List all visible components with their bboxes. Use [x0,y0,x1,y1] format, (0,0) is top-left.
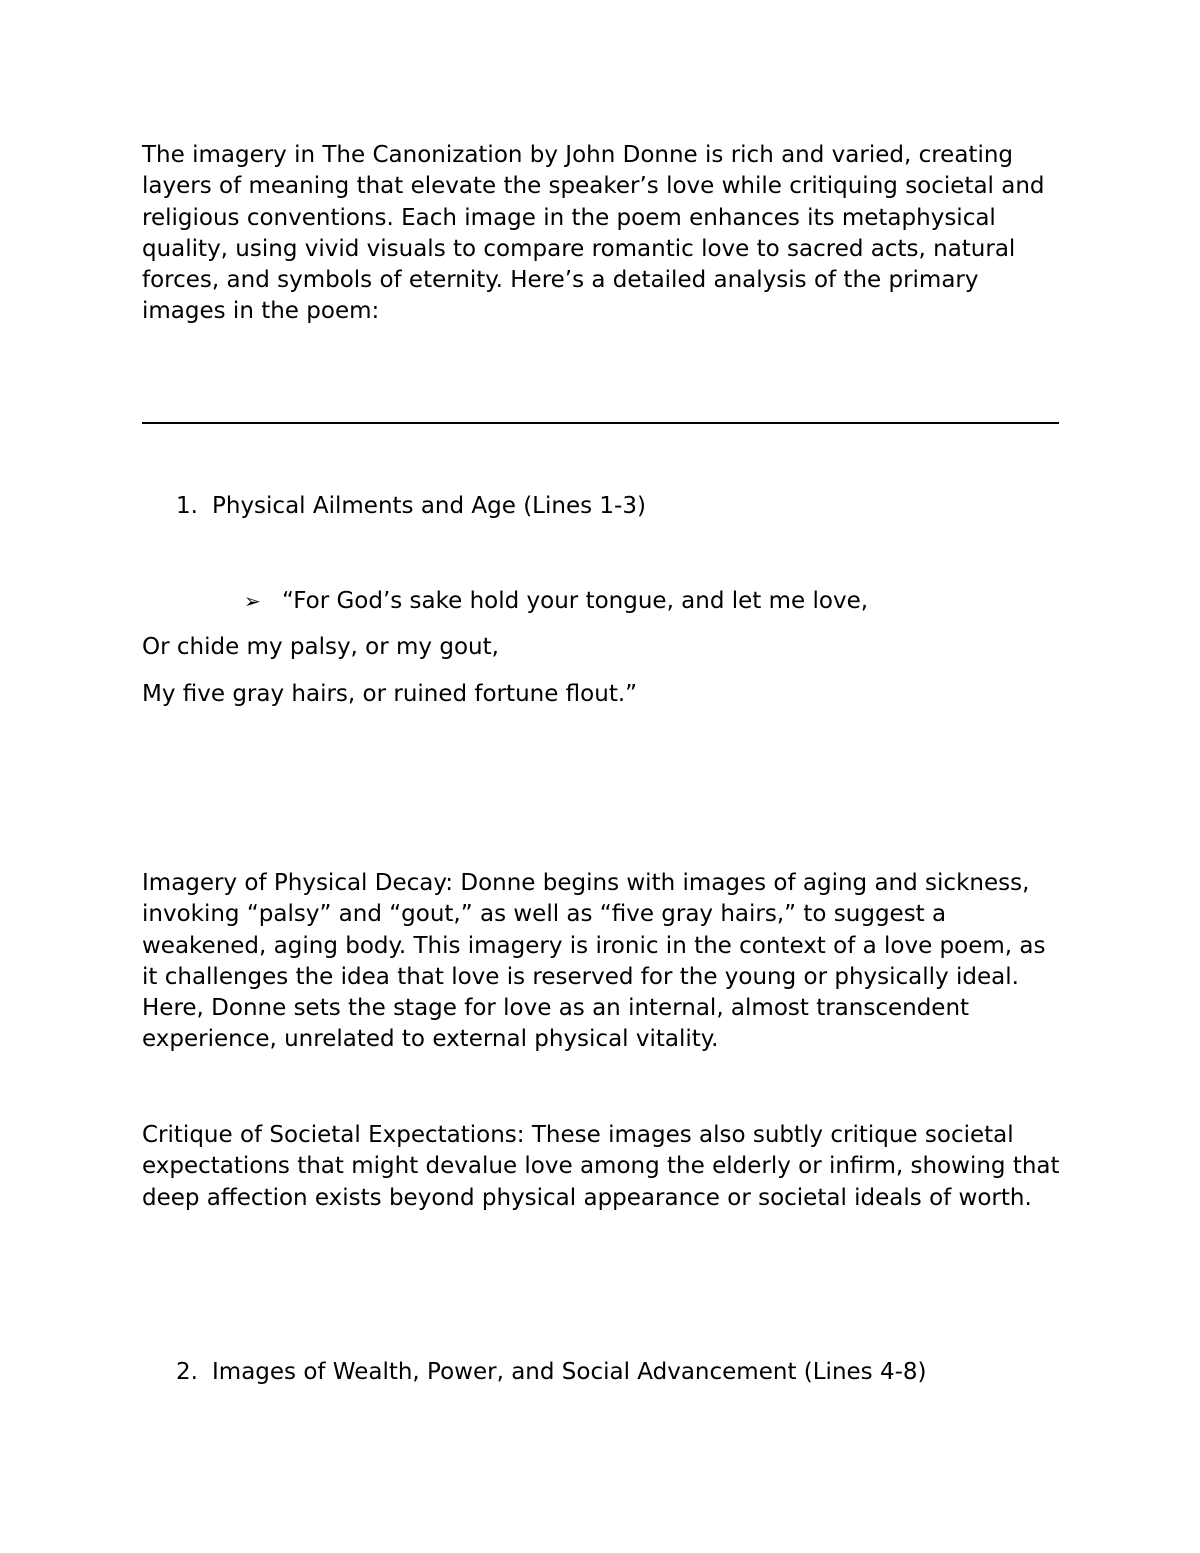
section-title-1: Physical Ailments and Age (Lines 1-3) [212,493,646,519]
section-title-2: Images of Wealth, Power, and Social Advancement (Lines 4-8) [212,1359,927,1385]
intro-paragraph: The imagery in The Canonization by John Donne is rich and varied, creating layers of meaning that elevate the speaker’s love while critiquing societal and religious conventions. Each image in the poem enhances its metaphysical quality, using vivid visuals to compare romantic love to sacred acts, natural forces, and symbols of eternity. Here’s a detailed analysis of the primary images in the poem: [142,142,1045,325]
quote-text-1: “For God’s sake hold your tongue, and let me love, [282,588,869,614]
quote-line-1 [244,586,868,617]
physical-decay-paragraph: Imagery of Physical Decay: Donne begins with images of aging and sickness, invoking “palsy” and “gout,” as well as “five gray hairs,” to suggest a weakened, aging body. This imagery is ironic in the context of a love poem, as it challenges the idea that love is reserved for the young or physically ideal. Here, Donne sets the stage for love as an internal, almost transcendent experience, unrelated to external physical vitality. [142,870,1046,1053]
horizontal-divider [142,422,1059,424]
section-heading-2 [176,1357,927,1388]
arrow-bullet-icon: ➢ [244,589,261,613]
section-number-2: 2. [176,1359,198,1385]
societal-critique-paragraph: Critique of Societal Expectations: These images also subtly critique societal expectations that might devalue love among the elderly or infirm, showing that deep affection exists beyond physical appearance or societal ideals of worth. [142,1122,1060,1211]
quote-line-3: My five gray hairs, or ruined fortune flout.” [142,681,638,707]
section-number-1: 1. [176,493,198,519]
quote-line-2: Or chide my palsy, or my gout, [142,634,499,660]
section-heading-1 [176,491,646,522]
